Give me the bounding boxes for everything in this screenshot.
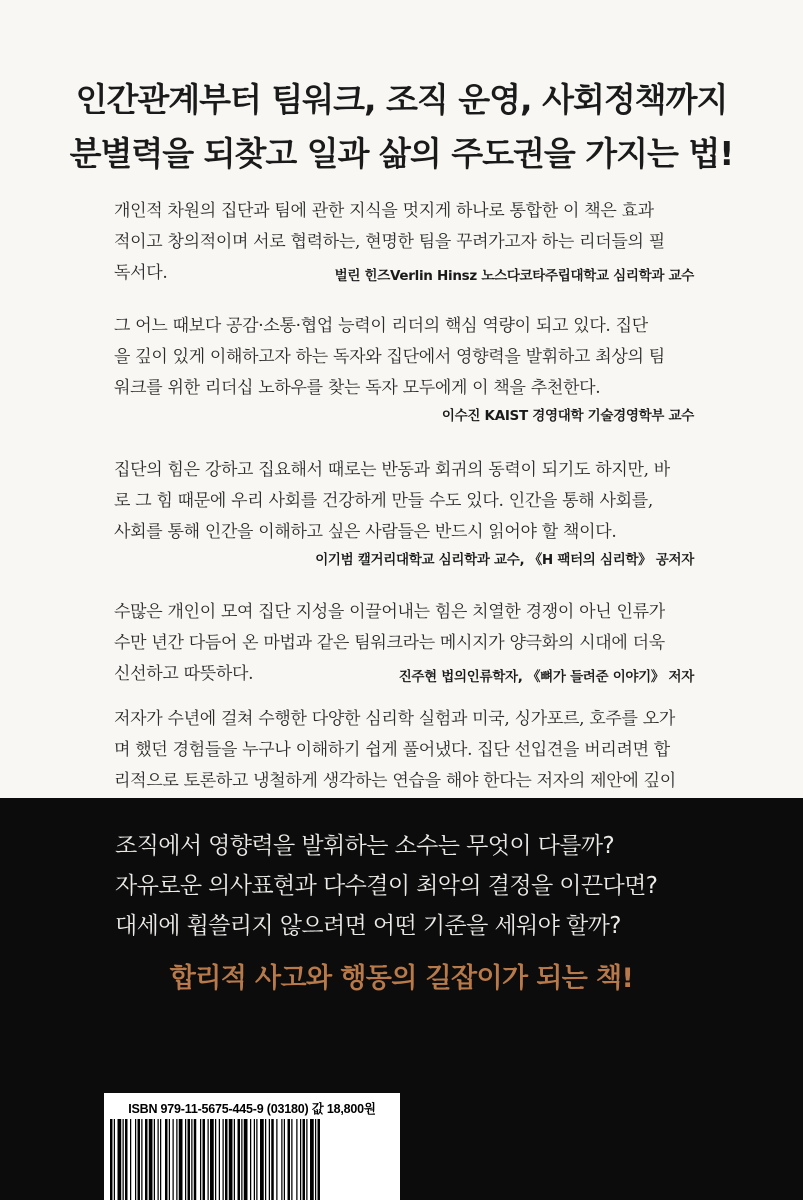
endorsement-2-line-2: 을 깊이 있게 이해하고자 하는 독자와 집단에서 영향력을 발휘하고 최상의 팀 xyxy=(114,347,665,367)
endorsement-4-line-3: 신선하고 따뜻하다. xyxy=(114,664,254,684)
endorsement-2-line-1: 그 어느 때보다 공감·소통·협업 능력이 리더의 핵심 역량이 되고 있다. 집단 xyxy=(114,316,648,336)
endorsement-4-credit: 진주현 법의인류학자, 《뼈가 들려준 이야기》 저자 xyxy=(398,669,694,685)
question-1: 조직에서 영향력을 발휘하는 소수는 무엇이 다를까? xyxy=(115,833,615,859)
question-3: 대세에 휩쓸리지 않으려면 어떤 기준을 세워야 할까? xyxy=(115,913,621,939)
barcode-box xyxy=(104,1093,400,1200)
headline-line-1: 인간관계부터 팀워크, 조직 운영, 사회정책까지 xyxy=(75,80,728,119)
endorsement-4-line-2: 수만 년간 다듬어 온 마법과 같은 팀워크라는 메시지가 양극화의 시대에 더욱 xyxy=(114,633,665,653)
endorsement-1 xyxy=(114,196,694,289)
endorsement-3-line-1: 집단의 힘은 강하고 집요해서 때로는 반동과 회귀의 동력이 되기도 하지만, 바 xyxy=(114,460,670,480)
endorsement-5-line-3: 리적으로 토론하고 냉철하게 생각하는 연습을 해야 한다는 저자의 제안에 깊이 xyxy=(114,771,676,791)
endorsement-1-line-3: 독서다. xyxy=(114,263,168,283)
endorsement-4-line-1: 수많은 개인이 모여 집단 지성을 이끌어내는 힘은 치열한 경쟁이 아닌 인류가 xyxy=(114,602,665,622)
endorsement-5 xyxy=(114,704,694,797)
endorsement-1-credit: 벌린 힌즈Verlin Hinsz 노스다코타주립대학교 심리학과 교수 xyxy=(334,268,694,284)
question-list xyxy=(115,826,657,946)
endorsement-5-line-2: 며 했던 경험들을 누구나 이해하기 쉽게 풀어냈다. 집단 선입견을 버리려면 합 xyxy=(114,740,670,760)
endorsement-1-line-1: 개인적 차원의 집단과 팀에 관한 지식을 멋지게 하나로 통합한 이 책은 효과 xyxy=(114,201,654,221)
isbn-price-text: ISBN 979-11-5675-445-9 (03180) 값 18,800원 xyxy=(128,1102,376,1116)
endorsement-5-line-1: 저자가 수년에 걸쳐 수행한 다양한 심리학 실험과 미국, 싱가포르, 호주를 오가 xyxy=(114,709,676,729)
endorsement-3-line-2: 로 그 힘 때문에 우리 사회를 건강하게 만들 수도 있다. 인간을 통해 사회를, xyxy=(114,491,653,511)
endorsement-2 xyxy=(114,311,694,426)
endorsement-4 xyxy=(114,597,694,690)
endorsement-3-line-3: 사회를 통해 인간을 이해하고 싶은 사람들은 반드시 읽어야 할 책이다. xyxy=(114,522,617,542)
endorsement-3 xyxy=(114,455,694,570)
endorsement-2-credit: 이수진 KAIST 경영대학 기술경영학부 교수 xyxy=(441,408,694,424)
endorsement-2-line-3: 워크를 위한 리더십 노하우를 찾는 독자 모두에게 이 책을 추천한다. xyxy=(114,378,601,398)
question-2: 자유로운 의사표현과 다수결이 최악의 결정을 이끈다면? xyxy=(115,873,658,899)
headline-line-2: 분별력을 되찾고 일과 삶의 주도권을 가지는 법! xyxy=(69,134,734,173)
endorsement-1-line-2: 적이고 창의적이며 서로 협력하는, 현명한 팀을 꾸려가고자 하는 리더들의 필 xyxy=(114,232,665,252)
endorsement-3-credit: 이기범 캘거리대학교 심리학과 교수, 《H 팩터의 심리학》 공저자 xyxy=(315,552,694,568)
barcode-icon xyxy=(110,1119,394,1200)
tagline: 합리적 사고와 행동의 길잡이가 되는 책! xyxy=(169,963,634,994)
